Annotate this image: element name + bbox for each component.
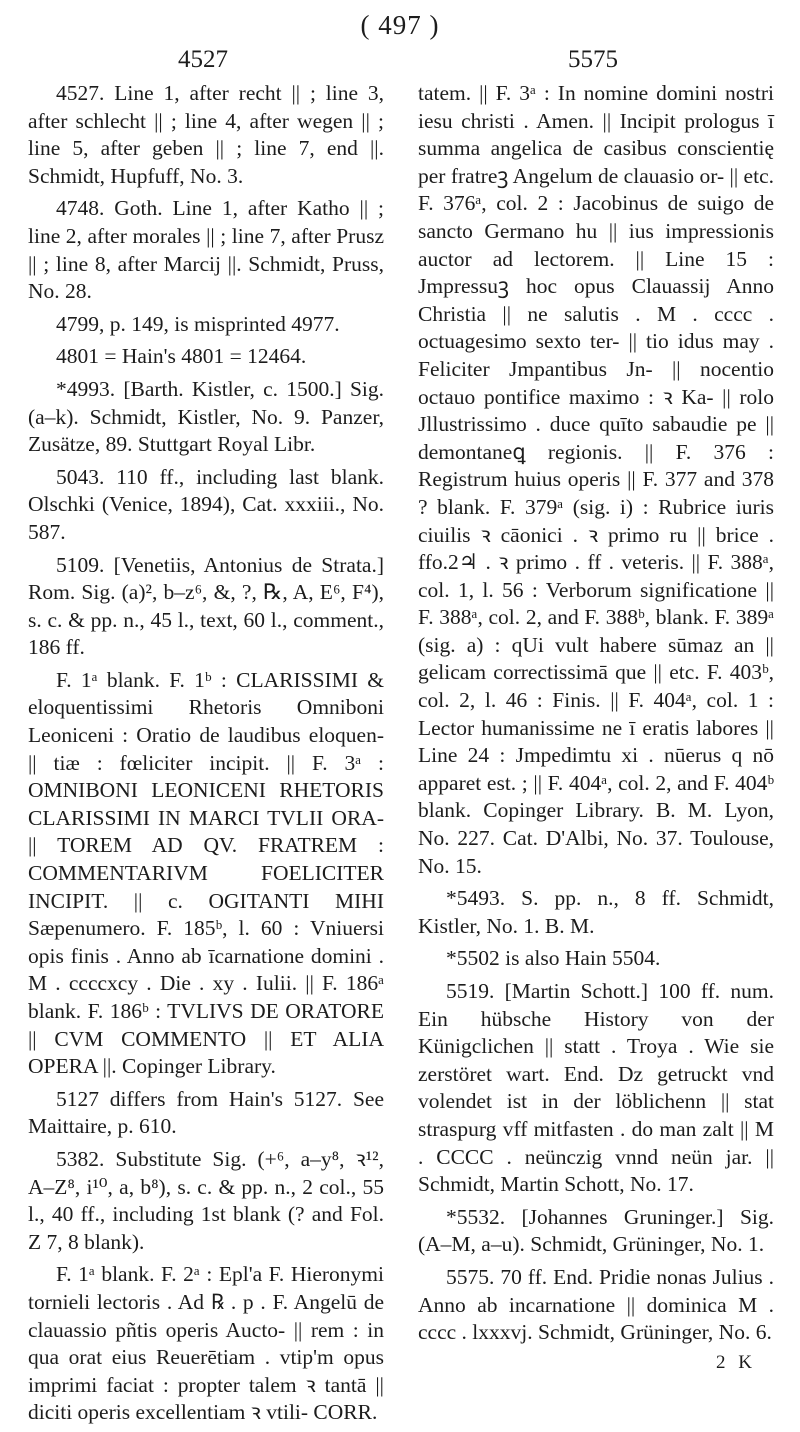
right-column <box>418 80 774 1352</box>
page-number: ( 497 ) <box>360 10 440 40</box>
entry-5382-description: F. 1ᵃ blank. F. 2ᵃ : Epl'a F. Hieronymi tornieli lectoris . Ad ℞ . p . F. Angelū de clauassio pñtis operis Aucto- || rem : in qua orat eius Reuerētiam . vtip'm opus imprimi faciat : propter talem ꝛ tantā || diciti operis excellentiam ꝛ vtili- CORR. <box>28 1262 384 1425</box>
entry-5382-continued: tatem. || F. 3ᵃ : In nomine domini nostri iesu christi . Amen. || Incipit prologus ī summa angelica de casibus conscientię per fratreꝫ Angelum de clauasio or- || etc. F. 376ᵃ, col. 2 : Jacobinus de suigo de sancto Germano hu || ius impressionis auctor ad lectorem. || Line 15 : Jmpressuꝫ hoc opus Clauassij Anno Christia || ne salutis . M . cccc . octuagesimo sexto ter- || tio idus may . Feliciter Jmpantibus Jn- || nocentio octauo pontifice maximo : ꝛ Ka- || rolo Jllustrissimo . duce quīto sabaudie pe || demontaneꝗ regionis. || F. 376 : Registrum huius operis || F. 377 and 378 ? blank. F. 379ᵃ (sig. i) : Rubrice iuris ciuilis ꝛ cāonici . ꝛ primo ru || brice . ffo.2♃ . ꝛ primo . ff . veteris. || F. 388ᵃ, col. 1, l. 56 : Verborum significatione || F. 388ᵃ, col. 2, and F. 388ᵇ, blank. F. 389ᵃ (sig. a) : qUi vult habere sūmaz an || gelicam correctissimā que || etc. F. 403ᵇ, col. 2, l. 46 : Finis. || F. 404ᵃ, col. 1 : Lector humanissime ne ī eratis labores || Line 24 : Jmpedimtu xi . nūerus q nō apparet est. ; || F. 404ᵃ, col. 2, and F. 404ᵇ blank. Copinger Library. B. M. Lyon, No. 227. Cat. D'Albi, No. 37. Toulouse, No. 15. <box>418 81 774 878</box>
entry-5127: 5127 differs from Hain's 5127. See Maittaire, p. 610. <box>28 1086 384 1139</box>
entry-5575: 5575. 70 ff. End. Pridie nonas Julius . Anno ab incarnatione || dominica M . cccc . lxxxvj. Schmidt, Grüninger, No. 6. <box>418 1264 774 1345</box>
left-column <box>28 80 384 1432</box>
entry-4799: 4799, p. 149, is misprinted 4977. <box>56 311 340 336</box>
signature-mark: 2 K <box>716 1352 756 1373</box>
entry-5502: *5502 is also Hain 5504. <box>446 946 661 971</box>
entry-5532: *5532. [Johannes Gruninger.] Sig. (A–M, a–u). Schmidt, Grüninger, No. 1. <box>418 1204 774 1257</box>
entry-5519: 5519. [Martin Schott.] 100 ff. num. Ein hübsche History von der Künigclichen || statt . Troya . Wie sie zerstöret wart. End. Dz getruckt vnd volendet ist in der löblichenn || stat straspurg vff mitfasten . do man zalt || M . CCCC . neünczig vnnd neün jar. || Schmidt, Martin Schott, No. 17. <box>418 979 774 1197</box>
entry-5382: 5382. Substitute Sig. (+⁶, a–y⁸, ꝛ¹², A–Z⁸, i¹⁰, a, b⁸), s. c. & pp. n., 2 col., 55 l., 40 ff., including 1st blank (? and Fol. Z 7, 8 blank). <box>28 1146 384 1254</box>
right-column-headword: 5575 <box>568 46 618 73</box>
entry-5493: *5493. S. pp. n., 8 ff. Schmidt, Kistler, No. 1. B. M. <box>418 886 774 938</box>
entry-5043: 5043. 110 ff., including last blank. Olschki (Venice, 1894), Cat. xxxiii., No. 587. <box>28 464 384 544</box>
entry-5109-description: F. 1ᵃ blank. F. 1ᵇ : CLARISSIMI & eloquentissimi Rhetoris Omniboni Leoniceni : Oratio de laudibus eloquen- || tiæ : fœliciter incipit. || F. 3ᵃ : OMNIBONI LEONICENI RHETORIS CLARISSIMI IN MARCI TVLII ORA- || TOREM AD QV. FRATREM : COMMENTARIVM FOELICITER INCIPIT. || c. OGITANTI MIHI Sæpenumero. F. 185ᵇ, l. 60 : Vniuersi opis finis . Anno ab īcarnatione domini . M . ccccxcy . Die . xy . Iulii. || F. 186ᵃ blank. F. 186ᵇ : TVLIVS DE ORATORE || CVM COMMENTO || ET ALIA OPERA ||. Copinger Library. <box>28 667 384 1079</box>
left-column-headword: 4527 <box>178 46 228 73</box>
entry-5109: 5109. [Venetiis, Antonius de Strata.] Rom. Sig. (a)², b–z⁶, &, ?, ℞, A, E⁶, F⁴), s. c. & pp. n., 45 l., text, 60 l., comment., 186 ff. <box>28 552 384 660</box>
entry-4527: 4527. Line 1, after recht || ; line 3, after schlecht || ; line 4, after wegen || ; line 5, after geben || ; line 7, end ||. Schmidt, Hupfuff, No. 3. <box>28 81 384 188</box>
entry-4748: 4748. Goth. Line 1, after Katho || ; line 2, after morales || ; line 7, after Prusz || ; line 8, after Marcij ||. Schmidt, Pruss, No. 28. <box>28 196 384 304</box>
entry-4993: *4993. [Barth. Kistler, c. 1500.] Sig. (a–k). Schmidt, Kistler, No. 9. Panzer, Zusätze, 89. Stuttgart Royal Libr. <box>28 376 384 457</box>
entry-4801: 4801 = Hain's 4801 = 12464. <box>56 344 307 369</box>
